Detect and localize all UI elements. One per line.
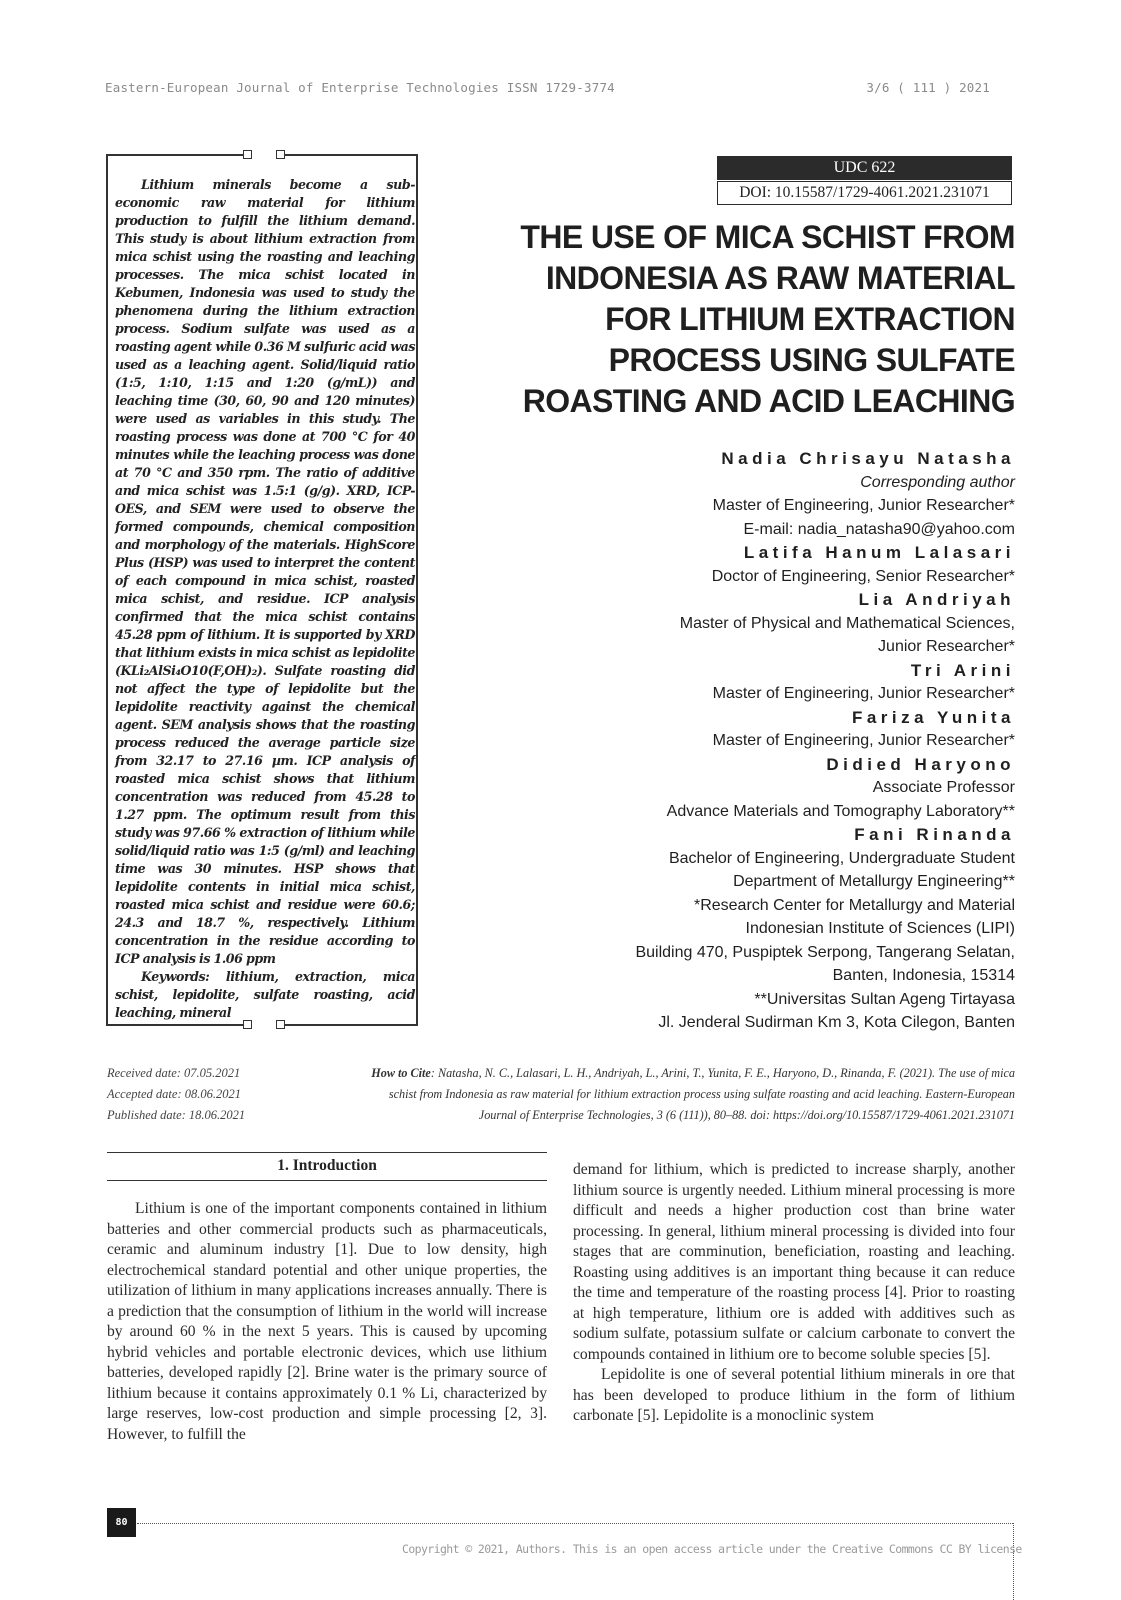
box-square-top-right [276,150,285,159]
title-line: THE USE OF MICA SCHIST FROM [520,219,1015,255]
author-name: Nadia Chrisayu Natasha [721,449,1015,468]
author-affiliation: Bachelor of Engineering, Undergraduate Student [668,849,1015,867]
author-affiliation: Building 470, Puspiptek Serpong, Tangerang Selatan, [635,943,1015,961]
body-column-left [107,1199,547,1445]
author-name: Didied Haryono [826,754,1015,774]
doi-label: DOI: 10.15587/1729-4061.2021.231071 [717,181,1012,205]
title-line: ROASTING AND ACID LEACHING [522,383,1015,419]
author-name: Lia Andriyah [858,590,1015,609]
article-title [495,217,1015,422]
article-dates [107,1063,277,1126]
author-affiliation: Banten, Indonesia, 15314 [832,967,1015,984]
author-affiliation: Department of Metallurgy Engineering** [733,873,1015,890]
author-name: Fariza Yunita [851,707,1015,727]
running-header-issue: 3/6 ( 111 ) 2021 [866,80,990,95]
box-gap-bottom [248,1024,278,1026]
author-affiliation: Master of Engineering, Junior Researcher* [712,497,1015,514]
author-affiliation: Advance Materials and Tomography Laboratory** [666,802,1015,820]
udc-label: UDC 622 [717,156,1012,180]
section-rule-top [107,1152,547,1153]
author-affiliation: Doctor of Engineering, Senior Researcher* [711,567,1015,585]
author-name: Latifa Hanum Lalasari [743,543,1015,562]
author-affiliation: Jl. Jenderal Sudirman Km 3, Kota Cilegon, Banten [658,1014,1015,1031]
author-affiliation: Associate Professor [872,779,1015,796]
cite-line: : Natasha, N. C., Lalasari, L. H., Andriyah, L., Arini, T., Yunita, F. E., Haryono, D., Rinanda, F. (2021). The use of mica [430,1066,1015,1080]
author-affiliation: E-mail: nadia_natasha90@yahoo.com [743,520,1015,538]
received-date: Received date: 07.05.2021 [107,1066,241,1080]
title-line: INDONESIA AS RAW MATERIAL [545,260,1015,296]
cite-line: schist from Indonesia as raw material for lithium extraction process using sulfate roasting and acid leaching. Eastern-European [388,1087,1015,1101]
author-name: Fani Rinanda [854,825,1015,844]
paragraph: Lepidolite is one of several potential lithium minerals in ore that has been developed to produce lithium in the form of lithium carbonate [5]. Lepidolite is a monoclinic system [573,1366,1015,1424]
box-square-top-left [243,150,252,159]
author-affiliation: Master of Engineering, Junior Researcher* [712,685,1015,702]
section-heading: 1. Introduction [277,1157,377,1174]
accepted-date: Accepted date: 08.06.2021 [107,1087,241,1101]
body-column-right [573,1160,1015,1427]
page-number: 80 [107,1508,136,1537]
author-affiliation: Indonesian Institute of Sciences (LIPI) [745,920,1015,937]
abstract-body: Lithium minerals become a sub-economic raw material for lithium production to fulfill the lithium demand. This study is about lithium extraction from mica schist using the roasting and leaching processes. The mica schist located in Kebumen, Indonesia was used to study the phenomena during the lithium extraction process. Sodium sulfate was used as a roasting agent while 0.36 M sulfuric acid was used as a leaching agent. Solid/liquid ratio (1:5, 1:10, 1:15 and 1:20 (g/mL)) and leaching time (30, 60, 90 and 120 minutes) were used as variables in this study. The roasting process was done at 700 °C for 40 minutes while the leaching process was done at 70 °C and 350 rpm. The ratio of additive and mica schist was 1.5:1 (g/g). XRD, ICP-OES, and SEM were used to observe the formed compounds, chemical composition and morphology of the materials. HighScore Plus (HSP) was used to interpret the content of each compound in mica schist, roasted mica schist, and residue. ICP analysis confirmed that the mica schist contains 45.28 ppm of lithium. It is supported by XRD that lithium exists in mica schist as lepidolite (KLi₂AlSi₄O10(F,OH)₂). Sulfate roasting did not affect the type of lepidolite but the lepidolite reactivity against the chemical agent. SEM analysis shows that the roasting process reduced the average particle size from 32.17 to 27.16 µm. ICP analysis of roasted mica schist shows that lithium concentration was reduced from 45.28 to 1.27 ppm. The optimum result from this study was 97.66 % extraction of lithium while solid/liquid ratio was 1:5 (g/ml) and leaching time was 30 minutes. HSP shows that lepidolite contents in initial mica schist, roasted mica schist and residue were 60.6; 24.3 and 18.7 %, respectively. Lithium concentration in the residue according to ICP analysis is 1.06 ppm [115,177,415,966]
author-affiliation: Corresponding author [860,473,1015,491]
section-rule-bottom [107,1180,547,1181]
paragraph: demand for lithium, which is predicted to increase sharply, another lithium source is urgently needed. Lithium mineral processing is more difficult and needs a higher production cost than brine water processing. In general, lithium mineral processing is divided into four stages that are comminution, beneficiation, roasting and leaching. Roasting using additives is an important thing because it can reduce the time and temperature of the roasting process [4]. Prior to roasting at high temperature, lithium ore is added with additives such as sodium sulfate, potassium sulfate or calcium carbonate to convert the compounds contained in lithium ore to become soluble species [5]. [573,1161,1015,1363]
copyright-notice: Copyright © 2021, Authors. This is an open access article under the Creative Commons CC BY license [402,1542,1022,1556]
abstract-keywords: Keywords: lithium, extraction, mica schist, lepidolite, sulfate roasting, acid leaching, mineral [115,969,415,1020]
published-date: Published date: 18.06.2021 [107,1108,246,1122]
author-affiliation: Master of Physical and Mathematical Sciences, [679,614,1015,632]
cite-line: Journal of Enterprise Technologies, 3 (6 (111)), 80–88. doi: https://doi.org/10.15587/1729-4061.2021.231071 [478,1108,1015,1122]
author-affiliation: *Research Center for Metallurgy and Material [693,896,1015,914]
author-block [555,447,1015,1035]
footer-dotted-rule-vertical [1013,1523,1014,1600]
author-affiliation: **Universitas Sultan Ageng Tirtayasa [754,990,1015,1008]
box-gap-top [248,154,278,156]
cite-label: How to Cite [371,1066,431,1080]
title-line: PROCESS USING SULFATE [608,342,1015,378]
author-affiliation: Master of Engineering, Junior Researcher* [712,732,1015,749]
abstract [115,176,415,1022]
paragraph: Lithium is one of the important components contained in lithium batteries and other commercial products such as pharmaceuticals, ceramic and aluminum industry [1]. Due to low density, high electrochemical standard potential and other unique properties, the utilization of lithium in many applications increases annually. There is a prediction that the consumption of lithium in the world will increase by around 60 % in the next 5 years. This is caused by upcoming hybrid vehicles and portable electronic devices, which use lithium batteries, developed rapidly [2]. Brine water is the primary source of lithium because it contains approximately 0.1 % Li, characterized by large reserves, low-cost production and simple processing [2, 3]. However, to fulfill the [107,1200,547,1443]
how-to-cite [293,1063,1015,1126]
author-name: Tri Arini [910,660,1015,680]
title-line: FOR LITHIUM EXTRACTION [605,301,1015,337]
author-affiliation: Junior Researcher* [878,638,1015,655]
running-header-journal: Eastern-European Journal of Enterprise Technologies ISSN 1729-3774 [105,80,615,95]
footer-dotted-rule [137,1523,1013,1524]
